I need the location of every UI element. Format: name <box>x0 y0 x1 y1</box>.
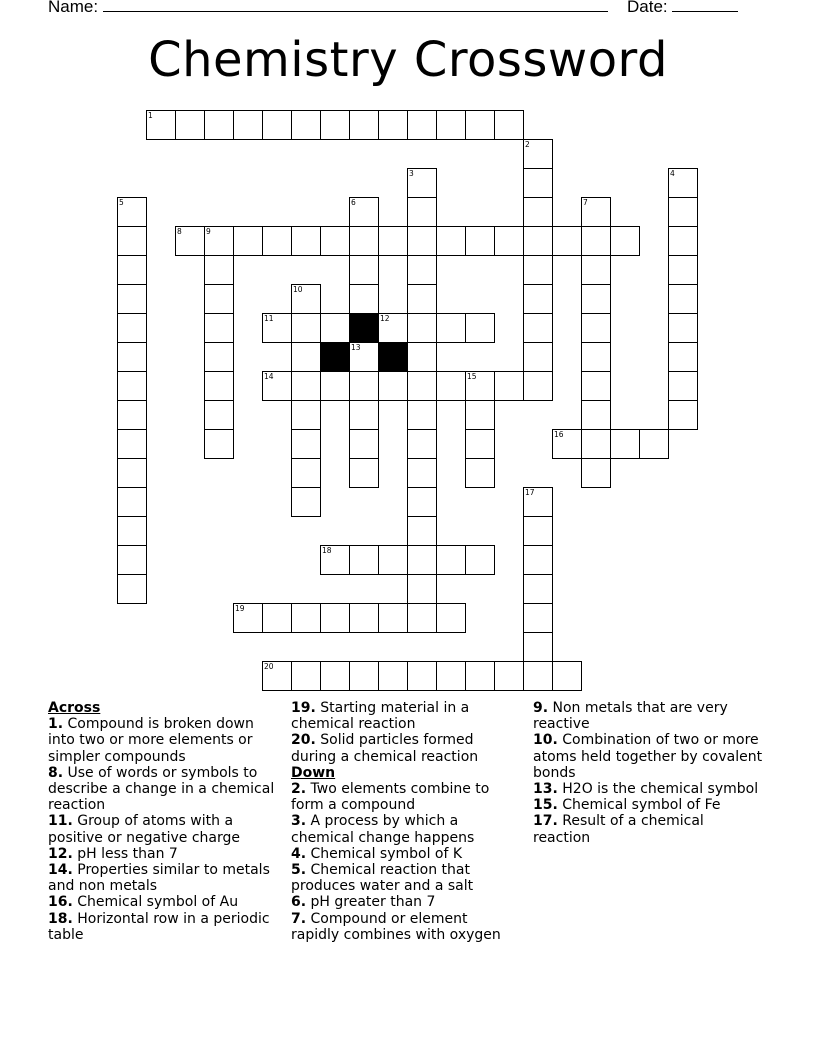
clue-text: Compound is broken down into two or more elements or simpler compounds <box>48 716 254 765</box>
crossword-cell[interactable] <box>117 516 147 546</box>
crossword-cell[interactable] <box>494 371 524 401</box>
crossword-cell[interactable] <box>523 632 553 662</box>
clues-column-1 <box>48 700 284 943</box>
clue-item <box>533 732 763 781</box>
crossword-cell[interactable] <box>407 313 437 343</box>
clue-text: Properties similar to metals and non metals <box>48 862 270 895</box>
crossword-cell[interactable] <box>581 255 611 285</box>
crossword-cell[interactable] <box>349 197 379 227</box>
clue-number: 8. <box>48 764 64 781</box>
crossword-cell[interactable] <box>320 545 350 575</box>
crossword-cell[interactable] <box>378 661 408 691</box>
crossword-cell[interactable] <box>262 226 292 256</box>
down-clue-list <box>291 781 511 943</box>
crossword-cell[interactable] <box>581 371 611 401</box>
clue-number: 18. <box>48 910 73 927</box>
crossword-cell[interactable] <box>523 313 553 343</box>
crossword-cell[interactable] <box>523 371 553 401</box>
crossword-cell[interactable] <box>262 603 292 633</box>
crossword-cell[interactable] <box>117 545 147 575</box>
clue-text: Result of a chemical reaction <box>533 813 704 846</box>
crossword-cell[interactable] <box>407 226 437 256</box>
crossword-cell[interactable] <box>291 284 321 314</box>
clue-item <box>48 765 284 814</box>
clue-number: 13 <box>351 343 361 352</box>
clue-number: 10 <box>293 285 303 294</box>
across-clue-list <box>48 716 284 943</box>
crossword-cell[interactable] <box>349 661 379 691</box>
clue-text: Group of atoms with a positive or negative charge <box>48 813 240 846</box>
crossword-cell[interactable] <box>581 197 611 227</box>
clue-item <box>291 846 511 862</box>
clue-number: 3. <box>291 813 307 830</box>
clue-number: 13. <box>533 781 558 798</box>
crossword-cell[interactable] <box>291 458 321 488</box>
crossword-cell[interactable] <box>436 545 466 575</box>
crossword-cell[interactable] <box>581 400 611 430</box>
clue-item <box>291 732 511 764</box>
clue-number: 18 <box>322 546 332 555</box>
crossword-cell[interactable] <box>262 313 292 343</box>
crossword-cell[interactable] <box>262 110 292 140</box>
clue-item <box>48 894 284 910</box>
crossword-cell[interactable] <box>407 545 437 575</box>
clue-number: 16 <box>554 430 564 439</box>
crossword-cell[interactable] <box>436 313 466 343</box>
clue-number: 1 <box>148 111 153 120</box>
crossword-cell[interactable] <box>407 429 437 459</box>
crossword-cell[interactable] <box>349 255 379 285</box>
crossword-cell[interactable] <box>668 197 698 227</box>
crossword-cell[interactable] <box>407 661 437 691</box>
crossword-cell[interactable] <box>523 226 553 256</box>
clue-text: Non metals that are very reactive <box>533 700 728 733</box>
clue-item <box>533 700 763 732</box>
crossword-cell[interactable] <box>117 458 147 488</box>
clue-item <box>533 781 763 797</box>
crossword-cell[interactable] <box>204 400 234 430</box>
clue-number: 4. <box>291 845 307 862</box>
clue-number: 19. <box>291 700 316 716</box>
crossword-cell[interactable] <box>117 226 147 256</box>
clue-number: 17 <box>525 488 535 497</box>
crossword-cell[interactable] <box>407 342 437 372</box>
crossword-cell[interactable] <box>349 429 379 459</box>
crossword-cell[interactable] <box>407 255 437 285</box>
crossword-cell[interactable] <box>204 226 234 256</box>
crossword-cell[interactable] <box>407 110 437 140</box>
crossword-cell[interactable] <box>117 487 147 517</box>
crossword-cell[interactable] <box>378 226 408 256</box>
clue-number: 5. <box>291 862 307 879</box>
crossword-cell[interactable] <box>349 284 379 314</box>
clue-number: 8 <box>177 227 182 236</box>
crossword-cell[interactable] <box>117 400 147 430</box>
clue-number: 20. <box>291 732 316 749</box>
clue-item <box>48 813 284 845</box>
clue-number: 15 <box>467 372 477 381</box>
clue-number: 6. <box>291 894 307 911</box>
crossword-cell[interactable] <box>349 110 379 140</box>
crossword-cell[interactable] <box>175 226 205 256</box>
crossword-cell[interactable] <box>668 226 698 256</box>
crossword-cell[interactable] <box>407 458 437 488</box>
crossword-cell[interactable] <box>610 429 640 459</box>
crossword-cell[interactable] <box>117 313 147 343</box>
crossword-cell[interactable] <box>465 226 495 256</box>
crossword-cell[interactable] <box>262 371 292 401</box>
crossword-cell[interactable] <box>407 603 437 633</box>
across-heading: Across <box>48 700 101 716</box>
crossword-cell[interactable] <box>146 110 176 140</box>
black-square <box>320 342 350 372</box>
crossword-cell[interactable] <box>320 371 350 401</box>
crossword-cell[interactable] <box>494 110 524 140</box>
clue-item <box>48 862 284 894</box>
crossword-cell[interactable] <box>349 458 379 488</box>
crossword-cell[interactable] <box>320 661 350 691</box>
clue-number: 20 <box>264 662 274 671</box>
crossword-cell[interactable] <box>320 313 350 343</box>
crossword-cell[interactable] <box>581 429 611 459</box>
crossword-cell[interactable] <box>117 284 147 314</box>
crossword-cell[interactable] <box>668 371 698 401</box>
crossword-cell[interactable] <box>407 371 437 401</box>
clues-column-3 <box>533 700 763 846</box>
crossword-cell[interactable] <box>407 197 437 227</box>
clue-number: 11 <box>264 314 274 323</box>
crossword-cell[interactable] <box>320 603 350 633</box>
crossword-cell[interactable] <box>291 110 321 140</box>
crossword-cell[interactable] <box>291 313 321 343</box>
clue-item <box>48 716 284 765</box>
clue-number: 2 <box>525 140 530 149</box>
clue-item <box>291 894 511 910</box>
clue-item <box>291 700 511 732</box>
crossword-cell[interactable] <box>668 284 698 314</box>
crossword-cell[interactable] <box>349 603 379 633</box>
crossword-cell[interactable] <box>349 400 379 430</box>
crossword-cell[interactable] <box>204 429 234 459</box>
black-square <box>349 313 379 343</box>
clue-text: Chemical reaction that produces water and a salt <box>291 862 474 895</box>
crossword-cell[interactable] <box>291 429 321 459</box>
crossword-cell[interactable] <box>204 284 234 314</box>
crossword-cell[interactable] <box>465 400 495 430</box>
crossword-cell[interactable] <box>436 661 466 691</box>
clue-number: 19 <box>235 604 245 613</box>
crossword-cell[interactable] <box>291 603 321 633</box>
clue-item <box>291 911 511 943</box>
crossword-cell[interactable] <box>291 661 321 691</box>
clue-number: 5 <box>119 198 124 207</box>
crossword-cell[interactable] <box>581 342 611 372</box>
crossword-cell[interactable] <box>523 255 553 285</box>
clue-number: 11. <box>48 813 73 830</box>
clue-item <box>291 813 511 845</box>
crossword-cell[interactable] <box>407 168 437 198</box>
clue-number: 2. <box>291 781 307 798</box>
crossword-cell[interactable] <box>523 516 553 546</box>
crossword-cell[interactable] <box>465 458 495 488</box>
crossword-cell[interactable] <box>117 197 147 227</box>
clue-item <box>533 813 763 845</box>
clue-number: 12. <box>48 845 73 862</box>
crossword-cell[interactable] <box>407 400 437 430</box>
crossword-cell[interactable] <box>610 226 640 256</box>
clue-number: 7. <box>291 910 307 927</box>
crossword-cell[interactable] <box>320 226 350 256</box>
clue-text: Chemical symbol of Fe <box>557 797 721 814</box>
clue-number: 17. <box>533 813 558 830</box>
crossword-cell[interactable] <box>233 226 263 256</box>
crossword-cell[interactable] <box>436 226 466 256</box>
crossword-cell[interactable] <box>523 661 553 691</box>
clue-text: Use of words or symbols to describe a change in a chemical reaction <box>48 764 275 814</box>
clue-text: Horizontal row in a periodic table <box>48 910 270 943</box>
crossword-cell[interactable] <box>581 284 611 314</box>
crossword-cell[interactable] <box>291 342 321 372</box>
clue-number: 9 <box>206 227 211 236</box>
crossword-cell[interactable] <box>639 429 669 459</box>
crossword-cell[interactable] <box>523 139 553 169</box>
name-label: Name: <box>48 0 99 16</box>
crossword-cell[interactable] <box>233 603 263 633</box>
crossword-cell[interactable] <box>552 429 582 459</box>
crossword-cell[interactable] <box>523 487 553 517</box>
crossword-cell[interactable] <box>523 284 553 314</box>
crossword-cell[interactable] <box>668 400 698 430</box>
crossword-cell[interactable] <box>552 226 582 256</box>
down-clue-list-continued <box>533 700 763 846</box>
crossword-cell[interactable] <box>581 458 611 488</box>
crossword-cell[interactable] <box>204 255 234 285</box>
crossword-cell[interactable] <box>668 313 698 343</box>
crossword-cell[interactable] <box>465 545 495 575</box>
crossword-cell[interactable] <box>523 197 553 227</box>
crossword-cell[interactable] <box>523 574 553 604</box>
clue-number: 12 <box>380 314 390 323</box>
clue-item <box>48 911 284 943</box>
crossword-cell[interactable] <box>668 255 698 285</box>
clue-text: Two elements combine to form a compound <box>291 781 490 814</box>
crossword-cell[interactable] <box>349 342 379 372</box>
crossword-cell[interactable] <box>291 226 321 256</box>
crossword-cell[interactable] <box>378 313 408 343</box>
crossword-cell[interactable] <box>465 661 495 691</box>
crossword-cell[interactable] <box>581 226 611 256</box>
clue-text: pH greater than 7 <box>306 894 436 911</box>
crossword-cell[interactable] <box>668 168 698 198</box>
clue-number: 9. <box>533 700 549 716</box>
crossword-cell[interactable] <box>204 371 234 401</box>
down-heading: Down <box>291 764 336 781</box>
clue-text: Solid particles formed during a chemical reaction <box>291 732 479 765</box>
clue-item <box>48 846 284 862</box>
crossword-cell[interactable] <box>117 342 147 372</box>
crossword-cell[interactable] <box>436 603 466 633</box>
crossword-cell[interactable] <box>523 342 553 372</box>
clue-number: 15. <box>533 797 558 814</box>
crossword-cell[interactable] <box>349 371 379 401</box>
crossword-cell[interactable] <box>204 110 234 140</box>
crossword-cell[interactable] <box>436 110 466 140</box>
crossword-cell[interactable] <box>378 110 408 140</box>
crossword-cell[interactable] <box>494 226 524 256</box>
clue-number: 14. <box>48 862 73 879</box>
clue-text: Chemical symbol of K <box>306 845 463 862</box>
clue-item <box>291 862 511 894</box>
clue-text: Compound or element rapidly combines with oxygen <box>291 910 501 943</box>
clue-text: A process by which a chemical change happens <box>291 813 475 846</box>
crossword-cell[interactable] <box>407 284 437 314</box>
clue-number: 4 <box>670 169 675 178</box>
crossword-cell[interactable] <box>436 371 466 401</box>
crossword-cell[interactable] <box>204 342 234 372</box>
crossword-cell[interactable] <box>175 110 205 140</box>
crossword-cell[interactable] <box>117 429 147 459</box>
crossword-cell[interactable] <box>378 545 408 575</box>
clue-text: Starting material in a chemical reaction <box>291 700 470 733</box>
across-clue-list-continued <box>291 700 511 765</box>
crossword-cell[interactable] <box>117 255 147 285</box>
crossword-cell[interactable] <box>117 574 147 604</box>
crossword-cell[interactable] <box>349 545 379 575</box>
crossword-cell[interactable] <box>117 371 147 401</box>
black-square <box>378 342 408 372</box>
crossword-cell[interactable] <box>407 487 437 517</box>
crossword-cell[interactable] <box>378 371 408 401</box>
crossword-cell[interactable] <box>320 110 350 140</box>
clues-column-2 <box>291 700 511 943</box>
clue-number: 14 <box>264 372 274 381</box>
clue-text: Combination of two or more atoms held together by covalent bonds <box>533 732 763 781</box>
crossword-cell[interactable] <box>465 313 495 343</box>
clue-item <box>533 797 763 813</box>
crossword-cell[interactable] <box>262 661 292 691</box>
clue-item <box>291 781 511 813</box>
clue-number: 16. <box>48 894 73 911</box>
clue-text: H2O is the chemical symbol <box>557 781 759 798</box>
page-title: Chemistry Crossword <box>148 32 668 88</box>
crossword-cell[interactable] <box>233 110 263 140</box>
crossword-cell[interactable] <box>465 429 495 459</box>
crossword-cell[interactable] <box>552 661 582 691</box>
crossword-cell[interactable] <box>523 545 553 575</box>
crossword-cell[interactable] <box>291 400 321 430</box>
clue-number: 10. <box>533 732 558 749</box>
crossword-cell[interactable] <box>523 603 553 633</box>
date-label: Date: <box>627 0 668 16</box>
crossword-cell[interactable] <box>407 516 437 546</box>
crossword-cell[interactable] <box>291 371 321 401</box>
crossword-cell[interactable] <box>523 168 553 198</box>
clue-number: 7 <box>583 198 588 207</box>
clue-number: 3 <box>409 169 414 178</box>
crossword-cell[interactable] <box>465 371 495 401</box>
clue-text: Chemical symbol of Au <box>72 894 239 911</box>
clue-number: 1. <box>48 716 64 733</box>
crossword-cell[interactable] <box>378 603 408 633</box>
crossword-cell[interactable] <box>349 226 379 256</box>
crossword-cell[interactable] <box>465 110 495 140</box>
crossword-cell[interactable] <box>291 487 321 517</box>
crossword-cell[interactable] <box>494 661 524 691</box>
crossword-cell[interactable] <box>581 313 611 343</box>
clue-number: 6 <box>351 198 356 207</box>
crossword-cell[interactable] <box>668 342 698 372</box>
clue-text: pH less than 7 <box>72 845 178 862</box>
crossword-cell[interactable] <box>407 574 437 604</box>
crossword-cell[interactable] <box>204 313 234 343</box>
